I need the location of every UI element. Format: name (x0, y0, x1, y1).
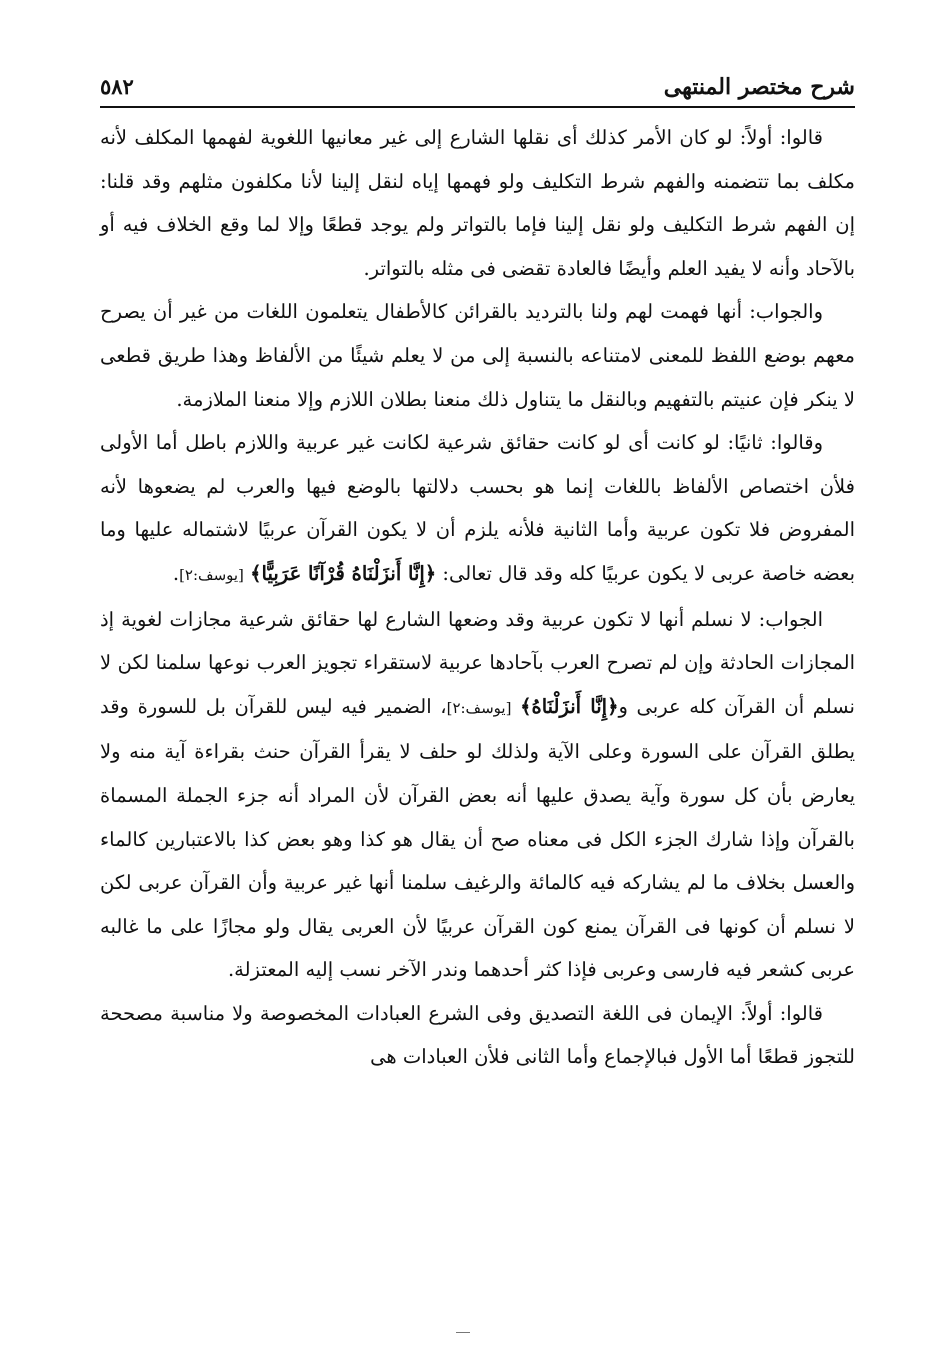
page-number: ٥٨٢ (100, 74, 134, 99)
quran-verse: ﴿إِنَّا أَنزَلْنَاهُ قُرْآنًا عَرَبِيًّا﴾ (250, 561, 437, 585)
page-header (100, 62, 855, 102)
page-body (100, 116, 855, 1079)
paragraph-text: قالوا: أولاً: لو كان الأمر كذلك أى نقلها الشارع إلى غير معانيها اللغوية لفهمها المكلف لأنه مكلف بما تتضمنه والفهم شرط التكليف ولو فهمها إياه لنقل إلينا لأنا مكلفون مثلهم وقد قلنا: إن الفهم شرط التكليف ولو نقل إلينا فإما بالتواتر ولم يوجد قطعًا وإلا لما وقع الخلاف فيه أو بالآحاد وأنه لا يفيد العلم وأيضًا فالعادة تقضى فى مثله بالتواتر. (100, 126, 855, 280)
paragraph-3 (100, 421, 855, 597)
paragraph-text: والجواب: أنها فهمت لهم ولنا بالترديد بالقرائن كالأطفال يتعلمون اللغات من غير أن يصرح معهم بوضع اللفظ للمعنى لامتناعه بالنسبة إلى من لا يعلم شيئًا من الألفاظ وهذا طريق قطعى لا ينكر فإن عنيتم بالتفهيم وبالنقل ما يتناول ذلك منعنا بطلان اللازم وإلا منعنا الملازمة. (100, 300, 855, 411)
verse-reference: [يوسف:٢] (446, 698, 512, 717)
paragraph-5 (100, 992, 855, 1079)
verse-reference: [يوسف:٢] (179, 565, 244, 584)
paragraph-4 (100, 598, 855, 992)
running-title: شرح مختصر المنتهى (663, 74, 855, 100)
header-rule (100, 106, 855, 108)
paragraph-1 (100, 116, 855, 290)
footer-mark (456, 1332, 470, 1333)
paragraph-2 (100, 290, 855, 421)
paragraph-text: الجواب: لا نسلم أنها لا تكون عربية وقد وضعها الشارع لها حقائق شرعية مجازات لغوية إذ المجازات الحادثة وإن لم تصرح العرب بآحادها عربية لاستقراء تجويز العرب نوعها سلمنا لكن لا نسلم أن القرآن كله عربى و (100, 607, 855, 718)
paragraph-text: قالوا: أولاً: الإيمان فى اللغة التصديق وفى الشرع العبادات المخصوصة ولا مناسبة مصححة للتجوز قطعًا أما الأول فبالإجماع وأما الثانى فلأن العبادات هى (100, 1001, 855, 1069)
paragraph-text-end: ، الضمير فيه ليس للقرآن بل للسورة وقد يطلق القرآن على السورة وعلى الآية ولذلك لو حلف لا يقرأ القرآن حنث بقراءة آية منه ولا يعارض بأن كل سورة وآية يصدق عليها أنه بعض القرآن لأن المراد أنه جزء الجملة المسماة بالقرآن وإذا شارك الجزء الكل فى معناه صح أن يقال هو كذا وهو بعض كذا بالاعتبارين كالماء والعسل بخلاف ما لم يشاركه فيه كالمائة والرغيف سلمنا أنها غير عربية وأن القرآن عربى لكن لا نسلم أن كونها فى القرآن يمنع كون القرآن عربيًا لأن العربى يقال ولو مجازًا على ما غالبه عربى كشعر فيه فارسى وعربى فإذا كثر أحدهما وندر الآخر نسب إليه المعتزلة. (100, 694, 855, 982)
paragraph-text-end: . (172, 561, 180, 585)
paragraph-text: وقالوا: ثانيًا: لو كانت أى لو كانت حقائق شرعية لكانت غير عربية واللازم باطل أما الأولى فلأن اختصاص الألفاظ باللغات إنما هو بحسب دلالتها بالوضع فيها والعرب لم يضعوها لأنه المفروض فلا تكون عربية وأما الثانية فلأنه يلزم أن لا يكون القرآن عربيًا لاشتماله عليها وما بعضه خاصة عربى لا يكون عربيًا كله وقد قال تعالى: (100, 431, 855, 585)
quran-verse: ﴿إِنَّا أَنزَلْنَاهُ﴾ (520, 694, 619, 718)
